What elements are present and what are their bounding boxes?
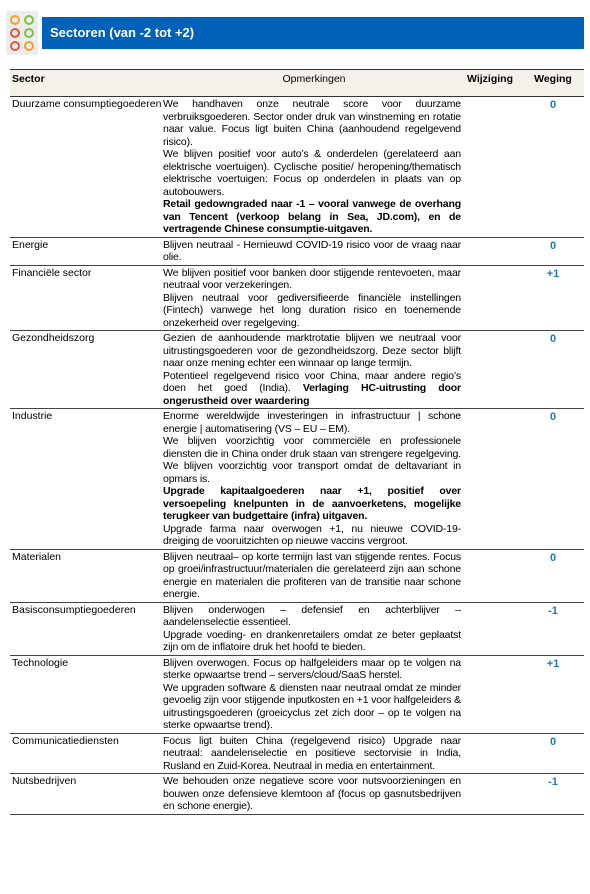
remark-paragraph: [163, 435, 461, 485]
remark-paragraph: [163, 604, 461, 629]
remark-paragraph: [163, 98, 461, 148]
sector-name: Financiële sector: [12, 266, 92, 279]
remark-bold-text: Verlaging HC-uitrusting door ongerustheid over waardering: [163, 382, 461, 407]
opmerkingen-cell: [163, 266, 461, 331]
sector-name: Communicatiediensten: [12, 734, 119, 747]
remark-text: Upgrade kapitaalgoederen naar +1, positief over versoepeling knelpunten in de aanvoerketens, mogelijke terugkeer van budgettaire (infra) uitgaven.: [163, 485, 461, 522]
remark-paragraph: [163, 682, 461, 732]
weging-value: 0: [549, 551, 557, 564]
remark-text: Focus ligt buiten China (regelgevend risico) Upgrade naar neutraal: aandelenselectie en positieve sectorvisie in India, Rusland en Zuid-Korea. Neutraal in media en entertainment.: [163, 734, 461, 772]
sector-name: Technologie: [12, 656, 69, 669]
sector-name: Materialen: [12, 550, 62, 563]
remark-paragraph: [163, 657, 461, 682]
remark-text: Enorme wereldwijde investeringen in infrastructuur | schone energie | automatisering (VS – EU – EM).: [163, 410, 461, 435]
opmerkingen-cell: [163, 238, 461, 265]
sector-name: Industrie: [12, 410, 53, 422]
remark-text: Retail gedowngraded naar -1 – vooral vanwege de overhang van Tencent (verkoop belang in Sea, JD.com), en de vertragende Chinese consumptie-uitgaven.: [163, 198, 461, 235]
opmerkingen-cell: [163, 734, 461, 774]
remark-text: We blijven positief voor auto’s & onderdelen (gerelateerd aan elektrische voertuigen). Cyclische positie/ heropening/thematisch elektrische voertuigen: Focus op onderdelen in plaats van op autobouwers.: [163, 148, 461, 198]
remark-paragraph: [163, 629, 461, 654]
remark-text: We upgraden software & diensten naar neutraal omdat ze minder gevoelig zijn voor stijgende inputkosten en +1 voor halfgeleiders & uitrustingsgoederen (groeicyclus zet zich door – op te volgen na sterke opwaartse trend).: [163, 681, 461, 731]
remark-text: Blijven neutraal– op korte termijn last van stijgende rentes. Focus op groei/infrastructuur/materialen die gerelateerd zijn aan schone energie en materialen die profiteren van de transitie naar schone energie.: [163, 550, 461, 600]
remark-paragraph: [163, 198, 461, 236]
remark-text: We blijven positief voor banken door stijgende rentevoeten, maar neutraal voor verzekeringen.: [163, 266, 461, 291]
table-row: [10, 97, 584, 238]
table-row: [10, 409, 584, 550]
sector-table: [10, 69, 584, 815]
remark-text: We behouden onze negatieve score voor nutsvoorzieningen en bouwen onze defensieve klemtoon af (focus op gasnutsbedrijven en schone energie).: [163, 775, 461, 812]
page-header: [0, 11, 590, 55]
weging-value: +1: [546, 267, 560, 280]
table-row: [10, 266, 584, 332]
opmerkingen-cell: [163, 550, 461, 602]
weging-value: 0: [549, 333, 557, 345]
page-title: Sectoren (van -2 tot +2): [42, 17, 584, 49]
remark-paragraph: [163, 370, 461, 408]
opmerkingen-cell: [163, 409, 461, 549]
remark-paragraph: [163, 410, 461, 435]
remark-text: Blijven onderwogen – defensief en achterblijver – aandelenselectie essentieel.: [163, 603, 461, 628]
sector-name: Duurzame consumptiegoederen: [12, 98, 162, 110]
column-header-sector: Sector: [12, 73, 45, 85]
weging-value: -1: [548, 604, 558, 617]
opmerkingen-cell: [163, 603, 461, 655]
opmerkingen-cell: [163, 774, 461, 814]
remark-text: Blijven overwogen. Focus op halfgeleiders maar op te volgen na sterke opwaartse trend – servers/cloud/SaaS herstel.: [163, 656, 461, 681]
remark-text: We handhaven onze neutrale score voor duurzame verbruiksgoederen. Sector onder druk van winstneming en rotatie naar value. Focus ligt buiten China (aanhoudend regelgevend risico).: [163, 98, 461, 148]
table-row: [10, 238, 584, 266]
remark-text: Upgrade voeding- en drankenretailers omdat ze beter geplaatst zijn om de inflatoire druk het hoofd te bieden.: [163, 628, 461, 653]
remark-text: We blijven voorzichtig voor commerciële en professionele diensten die in China onder druk staan van strengere regelgeving. We blijven voorzichtig voor transport omdat de deltavariant in opmars is.: [163, 435, 461, 485]
table-header: [10, 69, 584, 97]
remark-text: Potentieel regelgevend risico voor China, maar andere regio’s doen het goed (India).: [163, 369, 461, 394]
table-row: [10, 734, 584, 775]
remark-text: Blijven neutraal voor gediversifieerde financiële instellingen (Fintech) vanwege het long duration risico en toenemende onzekerheid over regelgeving.: [163, 291, 461, 329]
weging-value: -1: [548, 776, 558, 788]
column-header-opmerkingen: Opmerkingen: [282, 73, 346, 85]
weging-value: 0: [549, 99, 557, 111]
weging-value: 0: [549, 411, 557, 423]
table-row: [10, 331, 584, 409]
table-row: [10, 774, 584, 815]
remark-paragraph: [163, 735, 461, 773]
opmerkingen-cell: [163, 97, 461, 237]
opmerkingen-cell: [163, 331, 461, 408]
remark-text: Blijven neutraal - Hernieuwd COVID-19 risico voor de vraag naar olie.: [163, 238, 461, 263]
table-row: [10, 550, 584, 603]
opmerkingen-cell: [163, 656, 461, 733]
remark-paragraph: [163, 267, 461, 292]
remark-paragraph: [163, 523, 461, 548]
sector-name: Nutsbedrijven: [12, 775, 77, 787]
weging-value: +1: [546, 657, 560, 670]
remark-paragraph: [163, 551, 461, 601]
sector-name: Energie: [12, 238, 49, 251]
sector-name: Gezondheidszorg: [12, 332, 95, 344]
weging-value: 0: [549, 239, 557, 252]
sector-name: Basisconsumptiegoederen: [12, 603, 136, 616]
remark-paragraph: [163, 775, 461, 813]
remark-paragraph: [163, 292, 461, 330]
table-row: [10, 656, 584, 734]
remark-paragraph: [163, 485, 461, 523]
weging-value: 0: [549, 735, 557, 748]
table-body: [10, 97, 584, 815]
remark-paragraph: [163, 332, 461, 370]
remark-text: Upgrade farma naar overwogen +1, nu nieuwe COVID-19-dreiging de vooruitzichten op nieuwe vaccins vergroot.: [163, 522, 461, 547]
remark-paragraph: [163, 239, 461, 264]
logo-icon: [6, 11, 38, 55]
remark-paragraph: [163, 148, 461, 198]
column-header-weging: Weging: [534, 73, 572, 85]
column-header-wijziging: Wijziging: [467, 73, 513, 85]
table-row: [10, 603, 584, 656]
remark-text: Gezien de aanhoudende marktrotatie blijven we neutraal voor uitrustingsgoederen voor de gezondheidszorg. Deze sector blijft naar onze mening echter een winnaar op lange termijn.: [163, 332, 461, 369]
